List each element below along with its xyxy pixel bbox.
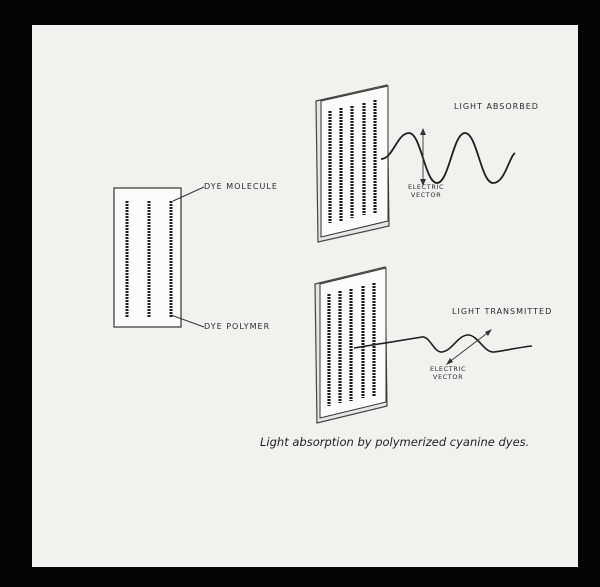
light-transmitted-label: LIGHT TRANSMITTED xyxy=(452,307,553,316)
absorbed-wave xyxy=(381,133,515,183)
electric-vector-top-line1: ELECTRIC xyxy=(408,183,445,191)
electric-vector-bottom-line1: ELECTRIC xyxy=(430,365,467,373)
electric-vector-arrowhead xyxy=(446,358,453,365)
dye-polymer-panel xyxy=(114,187,204,327)
light-absorbed-label: LIGHT ABSORBED xyxy=(454,102,539,111)
figure-caption: Light absorption by polymerized cyanine dyes. xyxy=(260,435,530,449)
electric-vector-arrowhead xyxy=(485,329,492,336)
electric-vector-label-top xyxy=(408,183,444,199)
electric-vector-top-line2: VECTOR xyxy=(410,191,442,199)
dye-polymer-label: DYE POLYMER xyxy=(204,322,271,331)
electric-vector-label-bottom xyxy=(430,365,466,381)
absorbing-slab xyxy=(316,85,389,242)
dye-molecule-label: DYE MOLECULE xyxy=(204,182,278,191)
diagram-slide xyxy=(32,25,578,567)
electric-vector-bottom-line2: VECTOR xyxy=(432,373,464,381)
electric-vector-arrowhead xyxy=(420,128,426,135)
